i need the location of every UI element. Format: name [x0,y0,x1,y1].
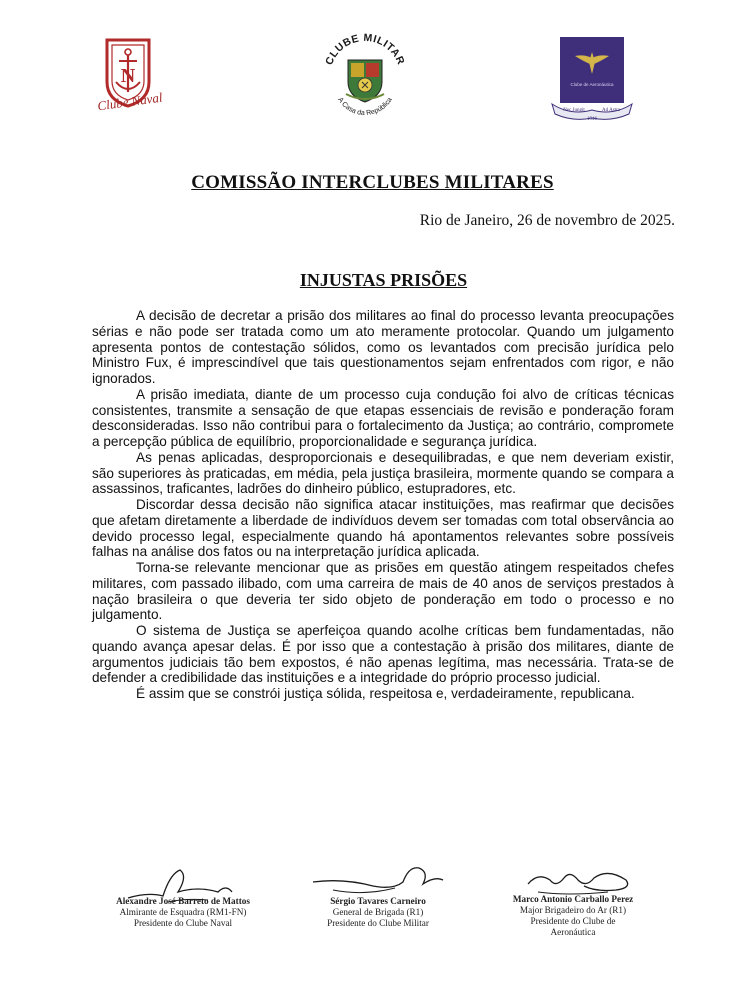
signature-block-militar [303,858,453,938]
clube-militar-logo [318,30,412,124]
document-date: Rio de Janeiro, 26 de novembro de 2025. [419,212,675,229]
signature-aeronautica-rank: Major Brigadeiro do Ar (R1) [519,905,627,915]
clube-militar-bottom-text: A Casa da República [336,96,394,118]
signature-militar-name: Sérgio Tavares Carneiro [330,896,426,906]
signature-aeronautica-role: Presidente do Clube de [530,916,616,926]
clube-aeronautica-banner-left: Nec Jungit [563,108,585,113]
signature-militar-rank: General de Brigada (R1) [332,907,424,917]
signature-naval-rank: Almirante de Esquadra (RM1-FN) [119,907,247,917]
clube-naval-logo [92,34,172,120]
paragraph: O sistema de Justiça se aperfeiçoa quando acolhe críticas bem fundamentadas, não quando avança apesar delas. É por isso que a contestação à prisão dos militares, diante de argumentos judiciais tão bem expostos, é não apenas legítima, mas necessária. Trata-se de defender a credibilidade das instituições e a integridade do próprio processo judicial. [92,623,674,686]
document-subtitle: INJUSTAS PRISÕES [299,270,468,290]
clube-aeronautica-logo-text: Clube de Aeronáutica [570,82,614,87]
paragraph: As penas aplicadas, desproporcionais e desequilibradas, e que nem deveriam existir, são superiores às praticadas, em média, pela justiça brasileira, mormente quando se compara a assassinos, traficantes, ladrões do dinheiro público, estupradores, etc. [92,449,674,497]
clube-aeronautica-year: 1946 [587,117,597,122]
paragraph: A decisão de decretar a prisão dos militares ao final do processo levanta preocupações sérias e não pode ser tratada como um ato meramente protocolar. Quando um julgamento apresenta pontos de contestação sólidos, como os levantados com precisão jurídica pelo Ministro Fux, é imprescindível que tais questionamentos sejam enfrentados com rigor, e não ignorados. [92,308,674,386]
svg-text:N: N [120,65,136,87]
paragraph: A prisão imediata, diante de um processo cuja condução foi alvo de críticas técnicas consistentes, transmite a sensação de que etapas essenciais de revisão e ponderação foram desconsideradas. Isso não contribui para o fortalecimento da Justiça; ao contrário, compromete a percepção pública de equilíbrio, proporcionalidade e segurança jurídica. [92,386,674,449]
signature-naval-role: Presidente do Clube Naval [133,918,233,928]
clube-militar-crest-icon [318,30,412,124]
signature-aeronautica-role-line2: Aeronáutica [550,927,596,937]
clube-aeronautica-banner-right: Ad Astra [602,108,620,113]
signature-block-aeronautica [498,862,648,952]
document-title: COMISSÃO INTERCLUBES MILITARES [191,172,554,193]
paragraph: Torna-se relevante mencionar que as prisões em questão atingem respeitados chefes militares, com passado ilibado, com uma carreira de mais de 40 anos de serviços prestados à nação brasileira o que deveria ter sido objeto de ponderação em todo o processo e no julgamento. [92,560,674,623]
clube-aeronautica-logo [551,34,633,126]
clube-militar-top-text: CLUBE MILITAR [323,31,407,67]
clube-naval-logo-text: Clube Naval [96,89,164,114]
document-body [92,308,674,702]
signature-block-naval [108,862,258,942]
paragraph: Discordar dessa decisão não significa atacar instituições, mas reafirmar que decisões que afetam diretamente a liberdade de indivíduos devem ser tomadas com total observância ao devido processo legal, especialmente quando há apontamentos relevantes sobre possíveis falhas na análise dos fatos ou na interpretação jurídica aplicada. [92,497,674,560]
signature-militar-role: Presidente do Clube Militar [327,918,429,928]
signature-naval-name: Alexandre José Barreto de Mattos [116,896,250,906]
paragraph: É assim que se constrói justiça sólida, respeitosa e, verdadeiramente, republicana. [136,686,635,701]
signature-aeronautica-name: Marco Antonio Carballo Perez [512,894,634,904]
